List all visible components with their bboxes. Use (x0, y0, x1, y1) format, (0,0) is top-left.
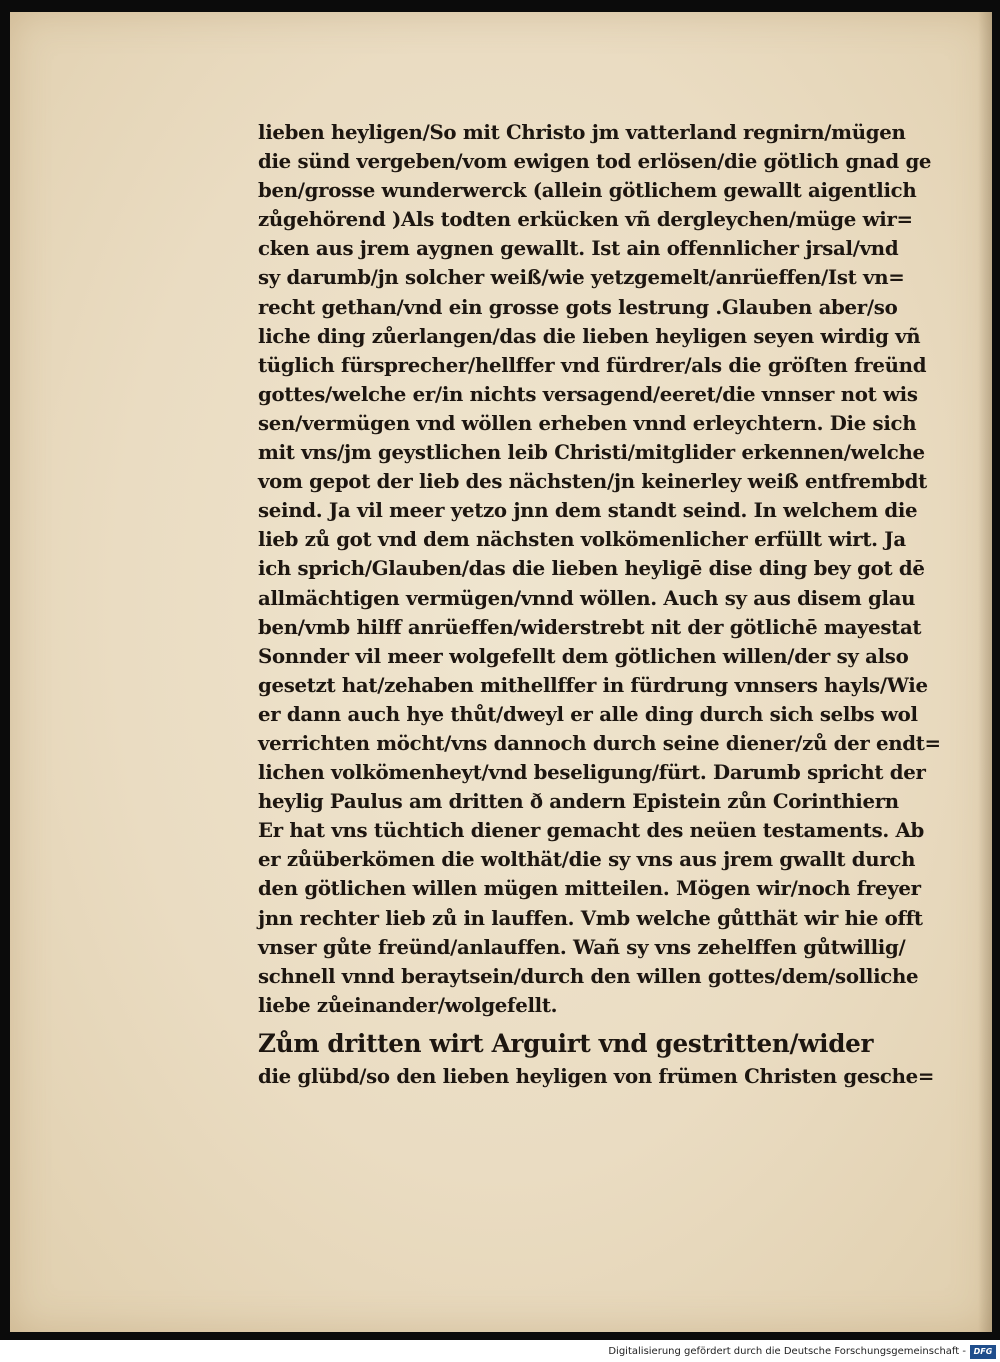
text-line: gesetzt hat/zehaben mithellffer in fürdrung vnnsers hayls/Wie (258, 672, 928, 697)
text-line: mit vns/jm geystlichen leib Christi/mitglider erkennen/welche (258, 440, 925, 465)
text-line: vnser gůte freünd/anlauffen. Wañ sy vns zehelffen gůtwillig/ (258, 934, 906, 959)
text-line: zůgehörend )Als todten erkücken vñ dergleychen/müge wir= (258, 207, 913, 232)
text-line: liche ding zůerlangen/das die lieben heyligen seyen wirdig vñ (258, 323, 921, 348)
text-line: vom gepot der lieb des nächsten/jn keinerley weiß entfrembdt (258, 469, 927, 494)
text-line: die glübd/so den lieben heyligen von frümen Christen gesche= (258, 1063, 935, 1088)
text-line: schnell vnnd beraytsein/durch den willen gottes/dem/solliche (258, 963, 919, 988)
text-line: lichen volkömenheyt/vnd beseligung/fürt. Darumb spricht der (258, 760, 926, 785)
text-line: ich sprich/Glauben/das die lieben heyligē dise ding bey got dē (258, 556, 925, 581)
text-line: gottes/welche er/in nichts versagend/eeret/die vnnser not wis (258, 381, 918, 406)
text-line: liebe zůeinander/wolgefellt. (258, 992, 558, 1017)
text-line: allmächtigen vermügen/vnnd wöllen. Auch sy aus disem glau (258, 585, 916, 610)
text-line: den götlichen willen mügen mitteilen. Mögen wir/noch freyer (258, 876, 921, 901)
text-line: Sonnder vil meer wolgefellt dem götlichen willen/der sy also (258, 643, 909, 668)
text-line: sen/vermügen vnd wöllen erheben vnnd erleychtern. Die sich (258, 410, 917, 435)
text-line: lieben heyligen/So mit Christo jm vatterland regnirn/mügen (258, 120, 906, 144)
text-line: Er hat vns tüchtich diener gemacht des neüen testaments. Ab (258, 818, 925, 843)
text-line: ben/vmb hilff anrüeffen/widerstrebt nit der götlichē mayestat (258, 614, 922, 639)
text-line: tüglich fürsprecher/hellffer vnd fürdrer/als die gröſten freünd (258, 352, 927, 377)
footer (0, 1343, 1000, 1362)
funding-notice: Digitalisierung gefördert durch die Deutsche Forschungsgemeinschaft - (608, 1346, 966, 1357)
text-line: er zůüberkömen die wolthät/die sy vns aus jrem gwallt durch (258, 847, 916, 872)
text-line: die sünd vergeben/vom ewigen tod erlösen/die götlich gnad ge (258, 149, 932, 174)
text-line: verrichten möcht/vns dannoch durch seine diener/zů der endt= (258, 730, 941, 755)
text-line: ben/grosse wunderwerck (allein götlichem gewallt aigentlich (258, 178, 917, 203)
text-line: cken aus jrem aygnen gewallt. Ist ain offennlicher jrsal/vnd (258, 236, 899, 261)
text-line: lieb zů got vnd dem nächsten volkömenlicher erfüllt wirt. Ja (258, 527, 906, 552)
text-line: sy darumb/jn solcher weiß/wie yetzgemelt/anrüeffen/Ist vn= (258, 265, 905, 290)
text-line: seind. Ja vil meer yetzo jnn dem standt seind. In welchem die (258, 498, 918, 523)
page-edge-shadow (978, 12, 992, 1332)
section-heading-line: Zům dritten wirt Arguirt vnd gestritten/wider (258, 1028, 874, 1058)
text-block (258, 118, 958, 1091)
text-line: heylig Paulus am dritten ð andern Epistein zůn Corinthiern (258, 789, 899, 814)
text-line: jnn rechter lieb zů in lauffen. Vmb welche gůtthät wir hie offt (258, 905, 923, 930)
dfg-logo: DFG (970, 1345, 996, 1359)
text-line: er dann auch hye thůt/dweyl er alle ding durch sich selbs wol (258, 701, 918, 726)
text-line: recht gethan/vnd ein grosse gots lestrung .Glauben aber/so (258, 294, 898, 319)
